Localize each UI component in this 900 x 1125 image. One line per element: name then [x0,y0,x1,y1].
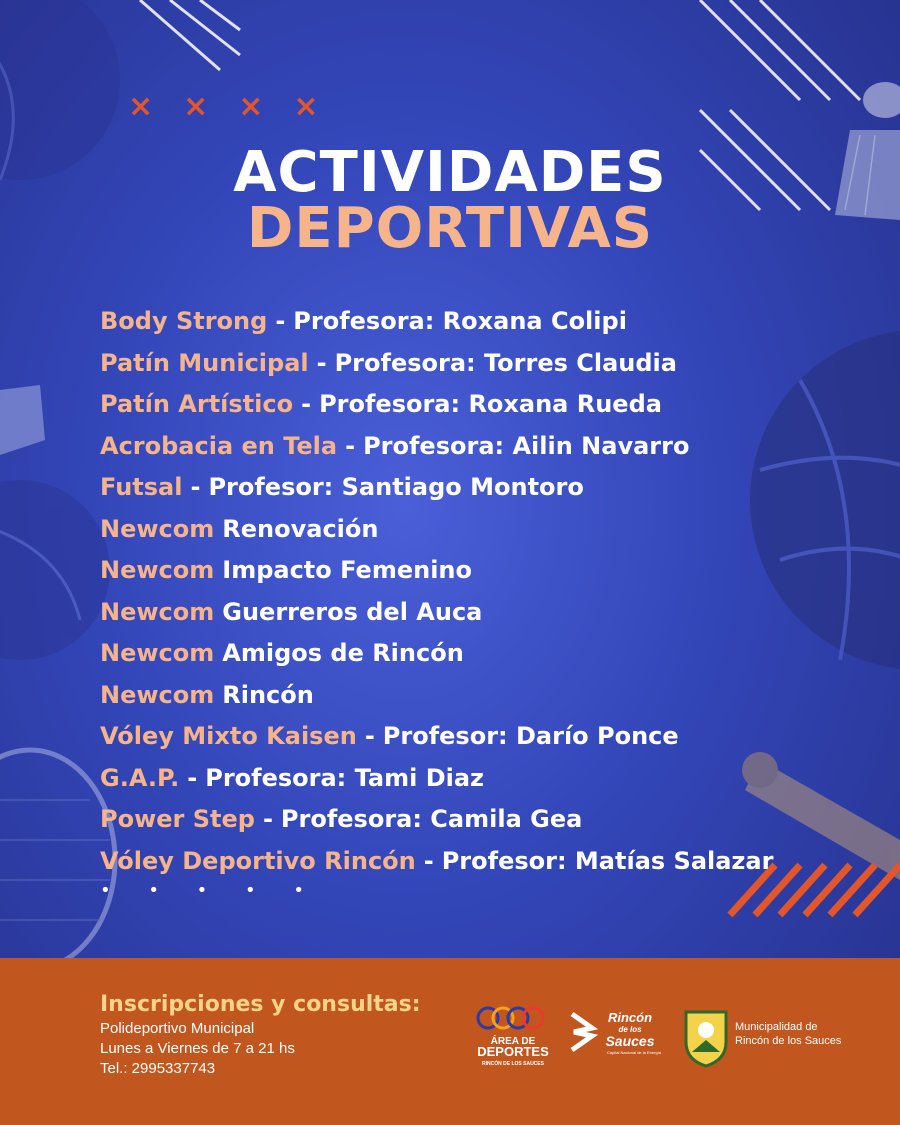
area-deportes-logo [470,998,556,1068]
activity-item [100,385,773,427]
activity-item [100,344,773,386]
activity-separator: - [187,763,198,792]
activity-name: Acrobacia en Tela [100,431,338,460]
activity-detail: Profesora: Camila Gea [280,805,583,833]
activities-list [100,302,773,883]
activity-name: G.A.P. [100,763,180,792]
activity-detail: Impacto Femenino [222,556,472,584]
cross-icon: × [238,89,264,124]
activity-detail: Profesora: Torres Claudia [334,348,677,377]
activity-item [100,759,773,801]
crosses-decoration [128,89,319,124]
activity-detail: Profesor: Santiago Montoro [208,473,584,501]
logo-rincon-tagline: Capital Nacional de la Energía [606,1050,662,1055]
cross-icon: × [128,89,154,124]
activity-separator: - [316,348,327,377]
activity-detail: Renovación [222,514,379,543]
activity-name: Newcom [100,514,215,543]
activity-detail: Profesora: Roxana Colipi [293,307,627,335]
sneaker-icon [0,385,45,455]
activity-separator: - [262,805,273,833]
activity-item [100,842,773,884]
municipality-line2: Rincón de los Sauces [735,1035,842,1047]
activity-item [100,717,773,759]
activity-detail: Guerreros del Auca [222,597,483,626]
municipality-line1: Municipalidad de [735,1021,818,1033]
logo-rincon-line3: Sauces [605,1033,655,1049]
activity-name: Body Strong [100,307,268,335]
activity-item [100,551,773,593]
racket-icon [0,750,115,958]
footer [0,958,900,1125]
footer-location: Polideportivo Municipal [100,1020,255,1037]
footer-heading: Inscripciones y consultas: [100,992,421,1017]
activity-separator: - [345,431,356,460]
activity-detail: Profesora: Ailin Navarro [363,431,690,460]
activity-name: Power Step [100,805,255,833]
footer-phone: Tel.: 2995337743 [100,1060,216,1077]
activity-detail: Profesora: Tami Diaz [205,763,484,792]
activity-detail: Profesor: Darío Ponce [382,722,679,750]
activity-name: Newcom [100,597,215,626]
activity-name: Vóley Mixto Kaisen [100,722,357,750]
logo-deportes-line3: RINCÓN DE LOS SAUCES [482,1061,544,1067]
activity-item [100,676,773,718]
rincon-de-los-sauces-logo [568,1006,672,1058]
activity-item [100,634,773,676]
activity-separator: - [364,722,375,750]
activity-name: Patín Artístico [100,390,294,418]
cross-icon: × [293,89,319,124]
activity-detail: Rincón [222,680,314,709]
activity-name: Futsal [100,473,183,501]
activity-name: Patín Municipal [100,348,309,377]
title-line-2: DEPORTIVAS [246,196,654,261]
title-line-1: ACTIVIDADES [233,140,667,205]
logo-deportes-line1: ÁREA DE [490,1036,536,1047]
activity-item [100,302,773,344]
activity-item [100,427,773,469]
logo-rincon-line1: Rincón [607,1010,653,1025]
logo-deportes-line2: DEPORTES [477,1044,549,1059]
municipality-name [735,1020,841,1048]
activity-name: Vóley Deportivo Rincón [100,846,416,875]
activity-name: Newcom [100,680,215,709]
activity-detail: Profesora: Roxana Rueda [319,390,662,418]
activity-item [100,510,773,552]
activity-separator: - [423,846,434,875]
activity-detail: Profesor: Matías Salazar [441,846,774,875]
activity-name: Newcom [100,556,215,584]
activity-item [100,468,773,510]
activity-detail: Amigos de Rincón [222,639,464,667]
activity-separator: - [190,473,201,501]
cross-icon: × [183,89,209,124]
ball-left-icon [0,480,110,660]
activity-separator: - [301,390,312,418]
activity-item [100,800,773,842]
municipal-shield-icon [678,1006,734,1068]
dots-decoration: • • • • • [100,880,320,901]
activity-separator: - [275,307,286,335]
footer-hours: Lunes a Viernes de 7 a 21 hs [100,1040,295,1057]
activity-name: Newcom [100,639,215,667]
logo-rincon-line2: de los [618,1025,642,1034]
activity-item [100,593,773,635]
